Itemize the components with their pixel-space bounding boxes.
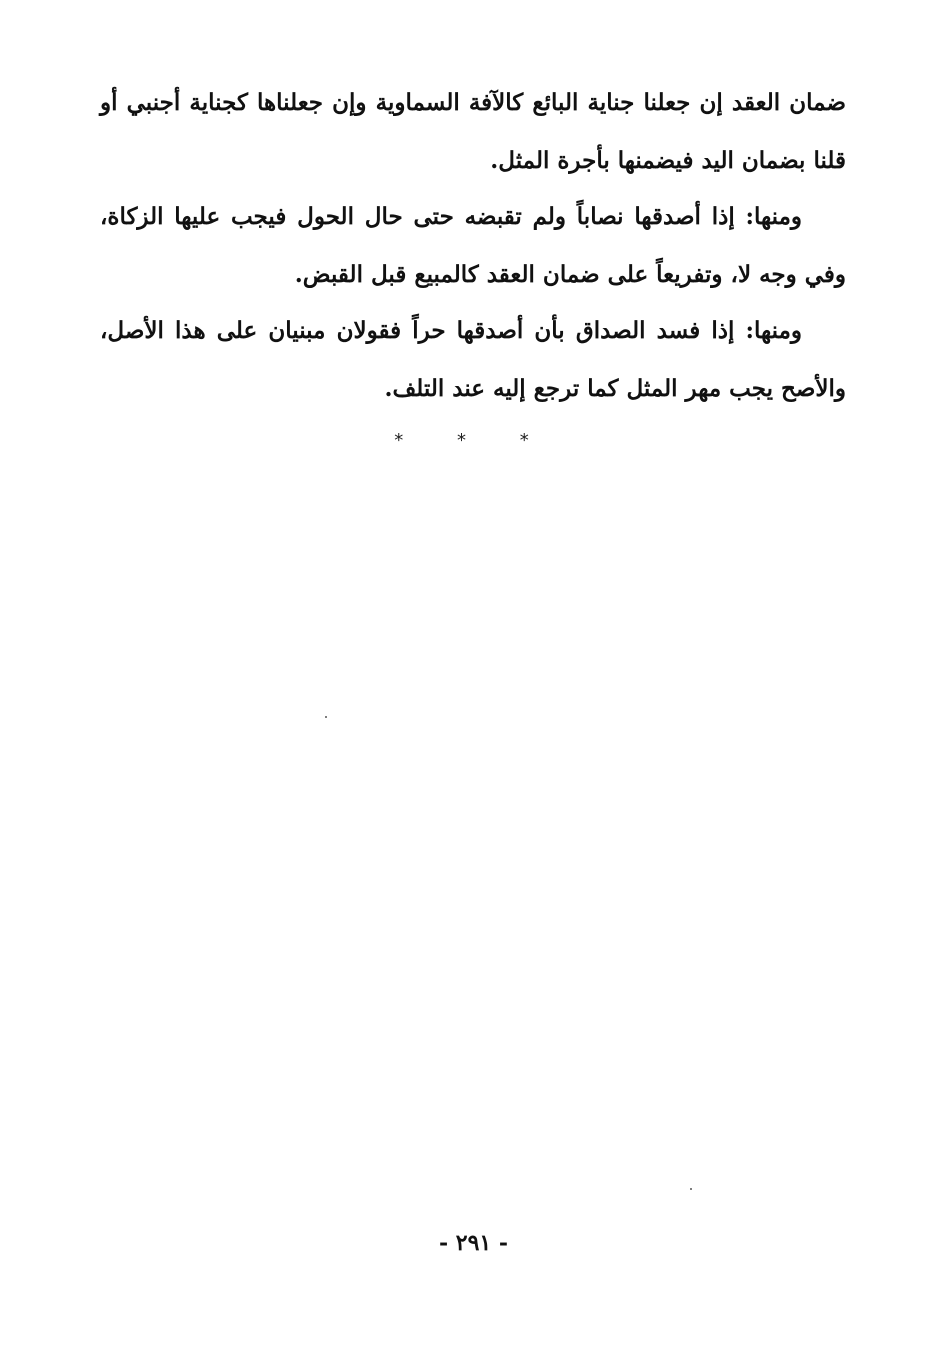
paragraph-2 bbox=[100, 188, 846, 304]
paragraph-3-text: ومنها: إذا فسد الصداق بأن أصدقها حراً فقولان مبنيان على هذا الأصل، والأصح يجب مهر المثل كما ترجع إليه عند التلف. bbox=[100, 317, 846, 402]
section-separator: * * * bbox=[394, 430, 553, 451]
scan-speck bbox=[690, 1188, 692, 1190]
scan-speck bbox=[325, 716, 327, 718]
paragraph-1-text: ضمان العقد إن جعلنا جناية البائع كالآفة السماوية وإن جعلناها كجناية أجنبي أو قلنا بضمان اليد فيضمنها بأجرة المثل. bbox=[100, 89, 846, 174]
paragraph-1 bbox=[100, 74, 846, 190]
paragraph-2-text: ومنها: إذا أصدقها نصاباً ولم تقبضه حتى حال الحول فيجب عليها الزكاة، وفي وجه لا، وتفريعاً على ضمان العقد كالمبيع قبل القبض. bbox=[100, 203, 846, 288]
paragraph-3 bbox=[100, 302, 846, 418]
page-number: - ٢٩١ - bbox=[438, 1230, 509, 1256]
